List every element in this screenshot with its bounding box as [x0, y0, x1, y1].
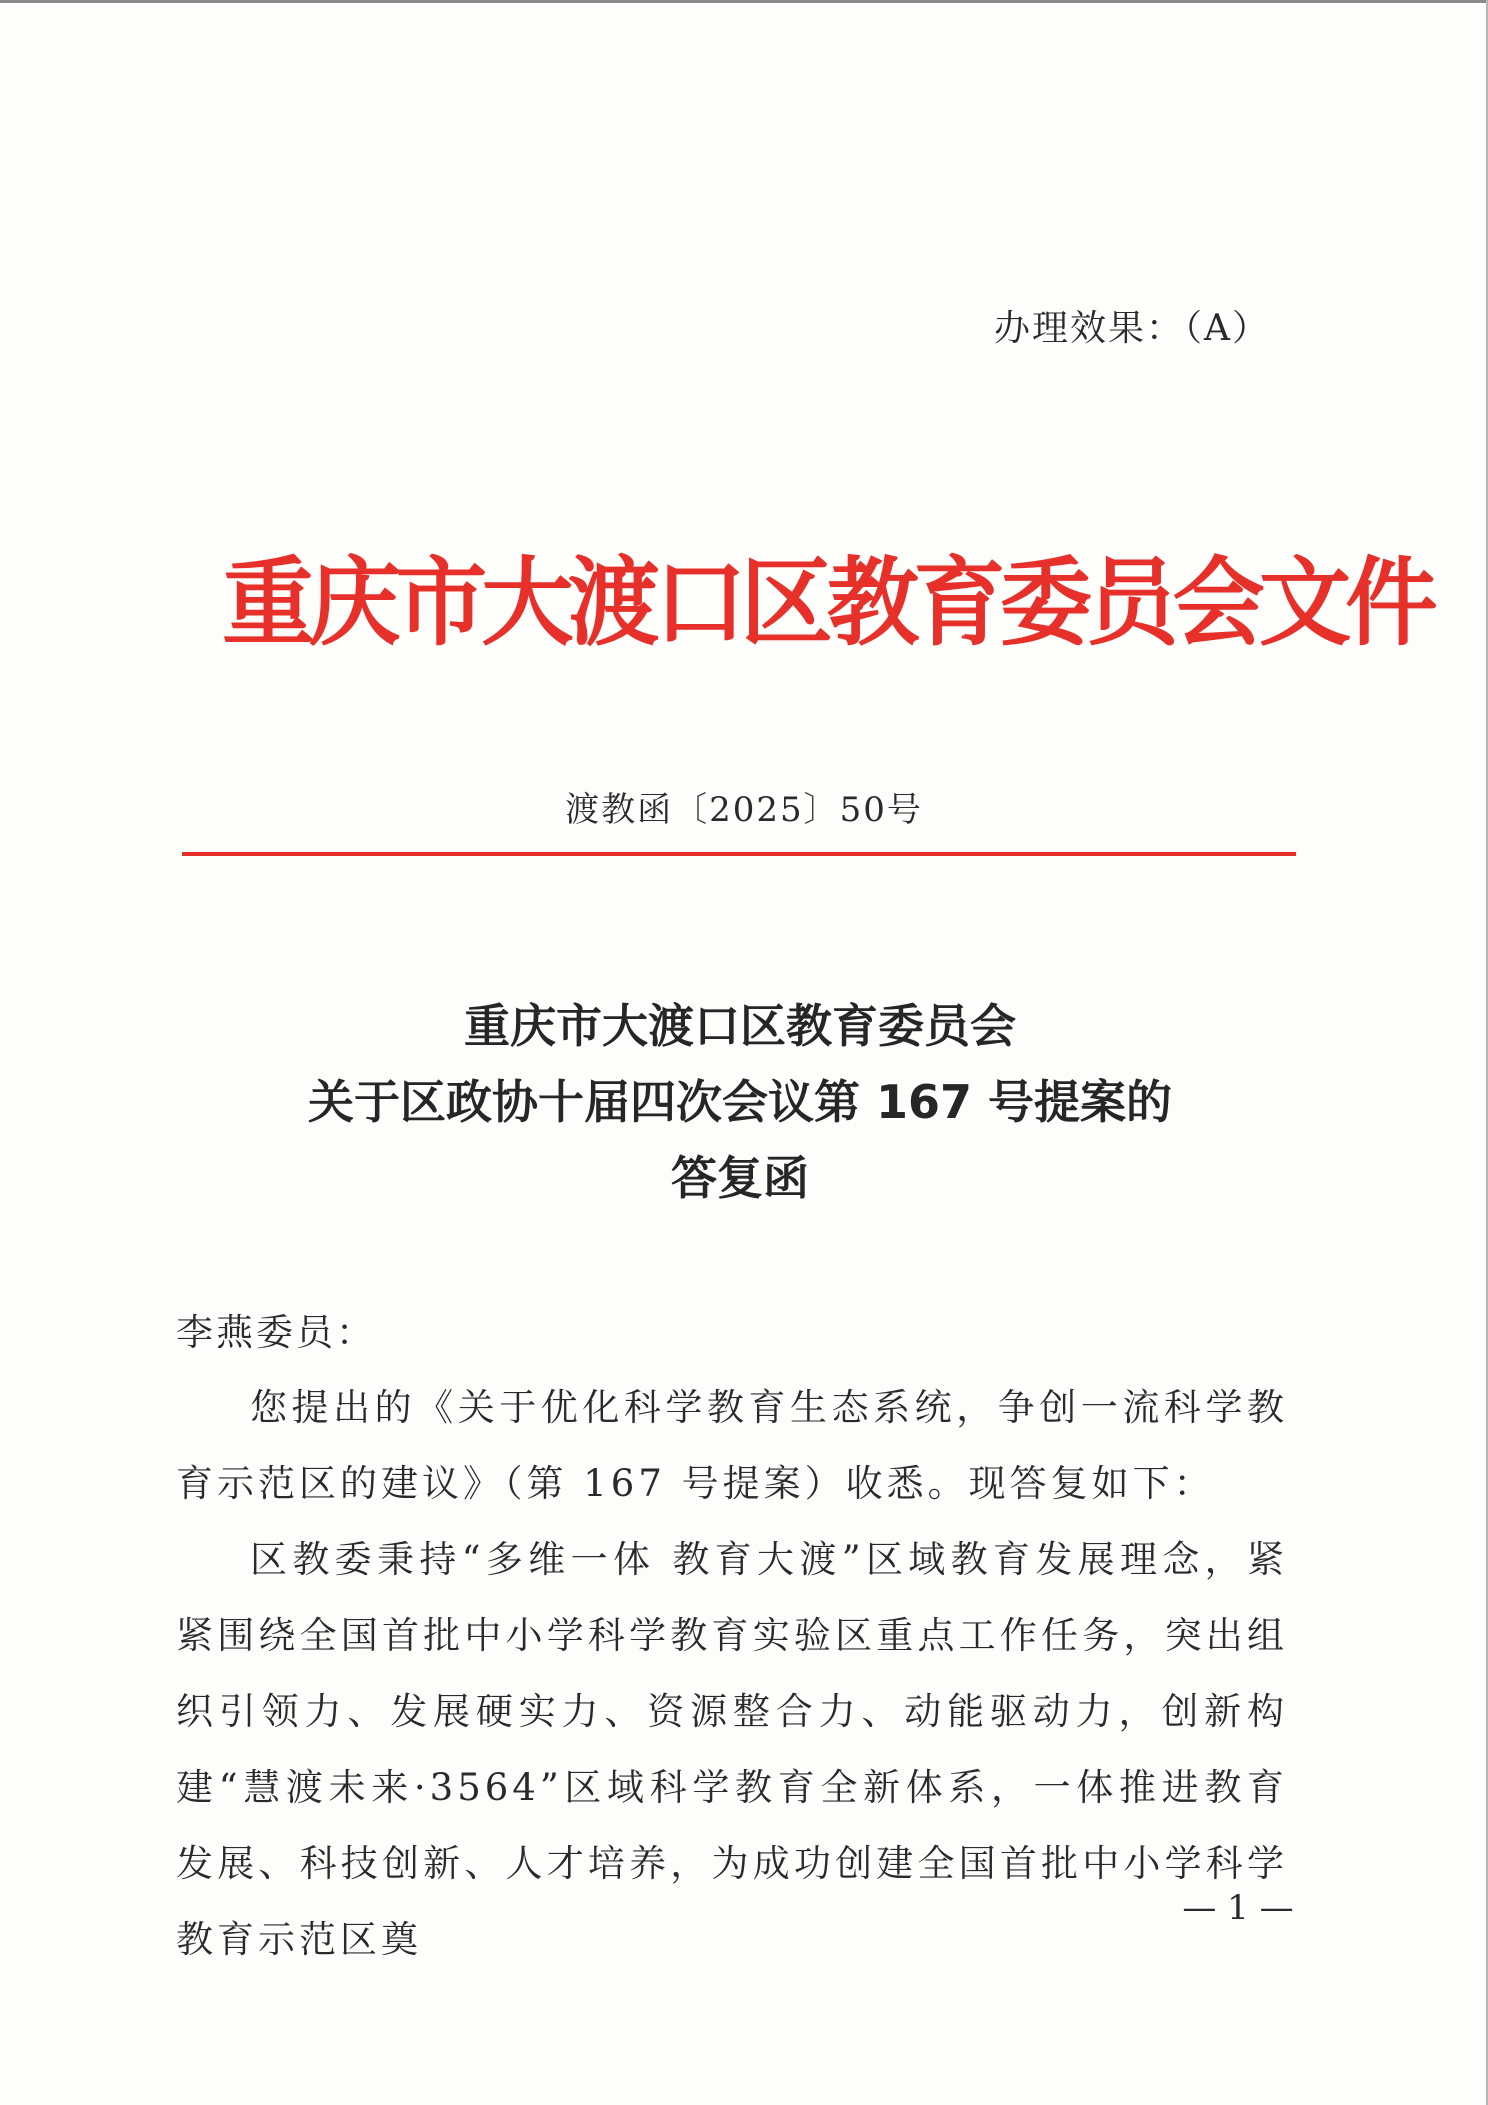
title-line-3: 答复函 [671, 1151, 809, 1205]
processing-effect-label: 办理效果：（A） [994, 308, 1270, 349]
document-title [150, 988, 1330, 1216]
red-separator-line [182, 852, 1296, 856]
title-line-1: 重庆市大渡口区教育委员会 [464, 999, 1016, 1053]
issuer-red-header: 重庆市大渡口区教育委员会文件 [222, 547, 1432, 659]
salutation: 李燕委员： [176, 1311, 376, 1354]
scan-edge-top [0, 0, 1488, 3]
body-paragraph-2: 区教委秉持“多维一体 教育大渡”区域教育发展理念，紧紧围绕全国首批中小学科学教育实验区重点工作任务，突出组织引领力、发展硬实力、资源整合力、动能驱动力，创新构建“慧渡未来·3564”区域科学教育全新体系，一体推进教育发展、科技创新、人才培养，为成功创建全国首批中小学科学教育示范区奠 [176, 1538, 1288, 1961]
page-number: — 1 — [1182, 1888, 1294, 1928]
letter-body [176, 1370, 1288, 1978]
title-line-2: 关于区政协十届四次会议第 167 号提案的 [307, 1075, 1173, 1129]
body-paragraph-1: 您提出的《关于优化科学教育生态系统，争创一流科学教育示范区的建议》（第 167 号提案）收悉。现答复如下： [176, 1386, 1288, 1505]
document-number: 渡教函〔2025〕50号 [565, 790, 923, 830]
